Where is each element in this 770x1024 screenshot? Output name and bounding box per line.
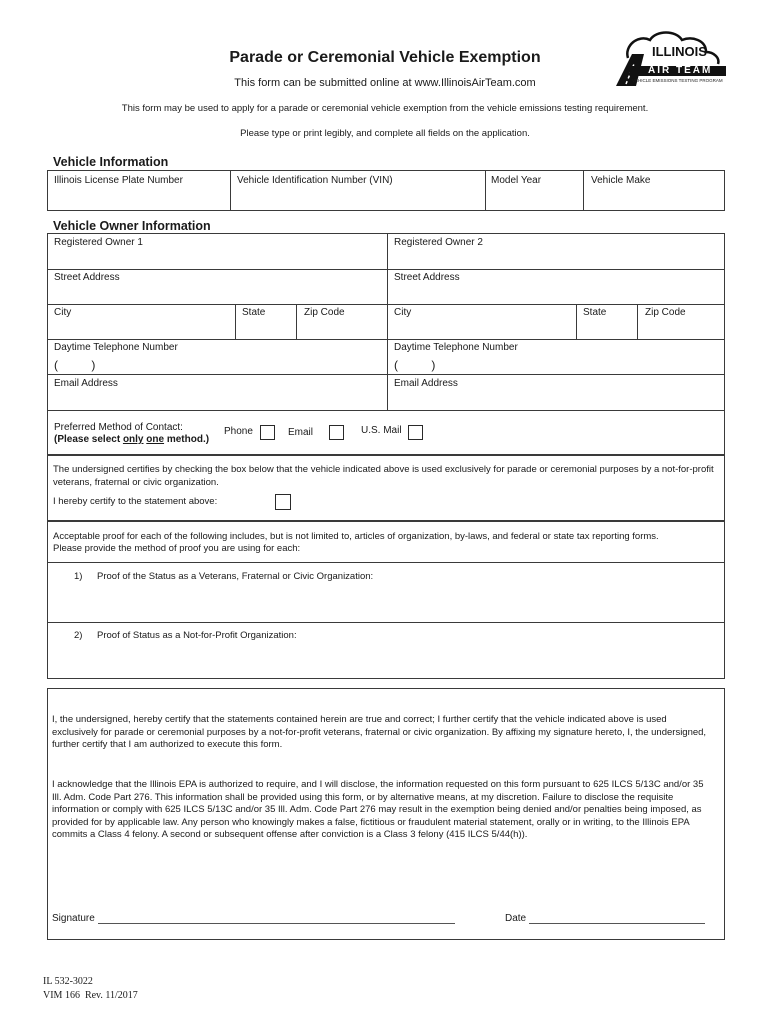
street1-field[interactable]: Street Address	[54, 272, 120, 283]
proof-item-1-number: 1)	[74, 571, 83, 582]
proof-section	[47, 521, 725, 679]
contact-label: Preferred Method of Contact:	[54, 422, 183, 433]
contact-email-checkbox[interactable]	[329, 425, 344, 440]
date-line[interactable]	[529, 923, 705, 924]
phone1-label: Daytime Telephone Number	[54, 342, 178, 353]
email2-field[interactable]: Email Address	[394, 378, 458, 389]
proof-item-2-number: 2)	[74, 630, 83, 641]
owner-info-table	[47, 233, 725, 455]
vin-field[interactable]: Vehicle Identification Number (VIN)	[237, 175, 393, 186]
email1-field[interactable]: Email Address	[54, 378, 118, 389]
form-title: Parade or Ceremonial Vehicle Exemption	[229, 49, 541, 66]
contact-phone-label: Phone	[224, 426, 253, 437]
certify-section	[47, 455, 725, 521]
form-id: IL 532-3022	[43, 976, 93, 987]
certify-statement: I hereby certify to the statement above:	[53, 496, 218, 507]
owner2-field[interactable]: Registered Owner 2	[394, 237, 483, 248]
logo-line2: AIR TEAM	[648, 65, 713, 76]
vehicle-info-heading: Vehicle Information	[53, 155, 169, 169]
signature-line[interactable]	[98, 923, 455, 924]
logo-tagline: VEHICLE EMISSIONS TESTING PROGRAM	[632, 78, 723, 83]
contact-phone-checkbox[interactable]	[260, 425, 275, 440]
owner1-field[interactable]: Registered Owner 1	[54, 237, 143, 248]
vehicle-info-table	[47, 170, 725, 211]
intro-text-2: Please type or print legibly, and complete all fields on the application.	[240, 128, 530, 139]
contact-email-label: Email	[288, 427, 314, 438]
state1-field[interactable]: State	[242, 307, 266, 318]
signature-section	[47, 688, 725, 940]
contact-instruction: (Please select only one method.)	[54, 434, 210, 445]
model-year-field[interactable]: Model Year	[491, 175, 542, 186]
proof-intro-1: Acceptable proof for each of the following includes, but is not limited to, articles of organization, by-laws, and federal or state tax reporting forms.	[53, 531, 659, 542]
certify-checkbox[interactable]	[275, 494, 291, 510]
form-subtitle: This form can be submitted online at www.IllinoisAirTeam.com	[234, 77, 536, 89]
proof-item-2[interactable]: Proof of Status as a Not-for-Profit Organization:	[97, 630, 297, 641]
proof-item-1[interactable]: Proof of the Status as a Veterans, Fraternal or Civic Organization:	[97, 571, 374, 582]
owner-info-heading: Vehicle Owner Information	[53, 219, 211, 233]
signature-para-2: I acknowledge that the Illinois EPA is authorized to require, and I will disclose, the information requested on this form pursuant to 625 ILCS 5/13C and/or 35 Ill. Adm. Code Part 276. This information shall be provided using this form, or by alternative means, at my discretion. Failure to disclose the requisite information or comply with 625 ILCS 5/13C and/or 35 Ill. Adm. Code Part 276 may result in the exemption being denied and/or penalties being imposed, as provided for by applicable law. Any person who knowingly makes a false, fictitious or fraudulent material statement, orally or in writing, to the Illinois EPA commits a Class 4 felony. A second or subsequent offense after conviction is a Class 3 felony (415 ILCS 5/44(h)).	[52, 779, 704, 840]
phone2-label: Daytime Telephone Number	[394, 342, 518, 353]
logo-line1: ILLINOIS	[652, 44, 707, 59]
city2-field[interactable]: City	[394, 307, 412, 318]
plate-field[interactable]: Illinois License Plate Number	[54, 175, 183, 186]
proof-intro-2: Please provide the method of proof you are using for each:	[53, 543, 301, 554]
certify-text: The undersigned certifies by checking the box below that the vehicle indicated above is used exclusively for parade or ceremonial purposes by a not-for-profit veterans, fraternal or civic organization.	[53, 464, 714, 488]
vehicle-make-field[interactable]: Vehicle Make	[591, 175, 651, 186]
form-version: VIM 166 Rev. 11/2017	[43, 990, 138, 1001]
signature-para-1: I, the undersigned, hereby certify that the statements contained herein are true and correct; I further certify that the vehicle indicated above is used exclusively for parade or ceremonial purposes by a not-for-profit veterans, fraternal or civic organization. By affixing my signature hereto, I, the undersigned, further certify that I am authorized to execute this form.	[52, 714, 707, 750]
contact-mail-label: U.S. Mail	[361, 425, 402, 436]
contact-mail-checkbox[interactable]	[408, 425, 423, 440]
city1-field[interactable]: City	[54, 307, 72, 318]
street2-field[interactable]: Street Address	[394, 272, 460, 283]
phone2-field[interactable]: ( )	[394, 358, 436, 372]
date-label: Date	[505, 913, 527, 924]
state2-field[interactable]: State	[583, 307, 607, 318]
zip2-field[interactable]: Zip Code	[645, 307, 686, 318]
signature-label: Signature	[52, 913, 95, 924]
zip1-field[interactable]: Zip Code	[304, 307, 345, 318]
phone1-field[interactable]: ( )	[54, 358, 96, 372]
intro-text-1: This form may be used to apply for a parade or ceremonial vehicle exemption from the vehicle emissions testing requirement.	[121, 103, 649, 114]
